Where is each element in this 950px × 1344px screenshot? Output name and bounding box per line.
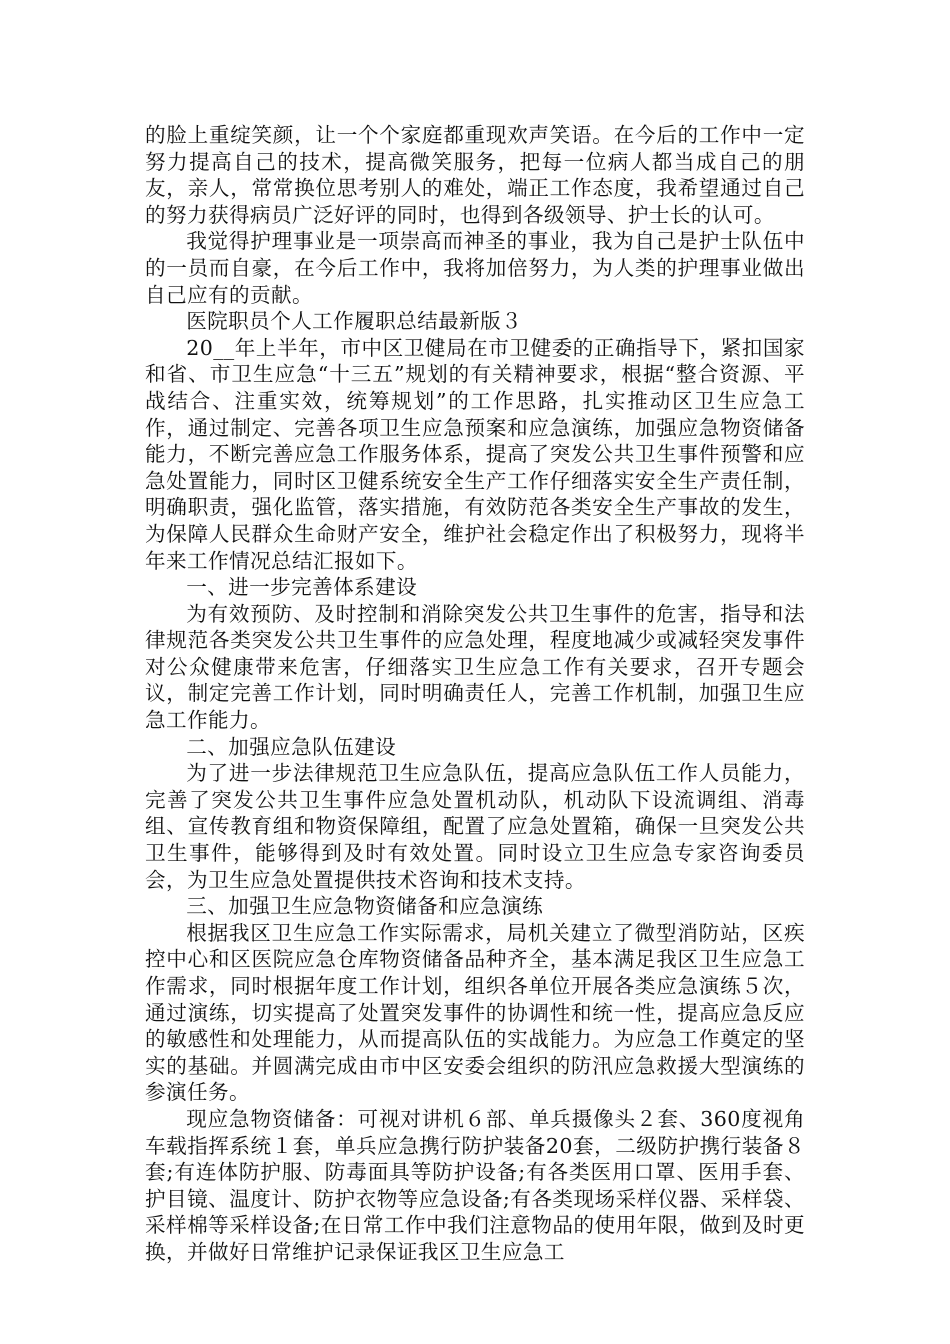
section-title-summary-3: 医院职员个人工作履职总结最新版３: [186, 309, 523, 334]
paragraph-closing-remarks: 的脸上重绽笑颜，让一个个家庭都重现欢声笑语。在今后的工作中一定努力提高自己的技术，提高微笑服务，把每一位病人都当成自己的朋友，亲人，常常换位思考别人的难处，端正工作态度，我希望通过自己的努力获得病员广泛好评的同时，也得到各级领导、护士长的认可。: [145, 123, 805, 227]
paragraph-team-building: 为了进一步法律规范卫生应急队伍，提高应急队伍工作人员能力，完善了突发公共卫生事件应急处置机动队，机动队下设流调组、消毒组、宣传教育组和物资保障组，配置了应急处置箱，确保一旦突发公共卫生事件，能够得到及时有效处置。同时设立卫生应急专家咨询委员会，为卫生应急处置提供技术咨询和技术支持。: [145, 761, 805, 892]
paragraph-system-building: 为有效预防、及时控制和消除突发公共卫生事件的危害，指导和法律规范各类突发公共卫生事件的应急处理，程度地减少或减轻突发事件对公众健康带来危害，仔细落实卫生应急工作有关要求，召开专题会议，制定完善工作计划，同时明确责任人，完善工作机制，加强卫生应急工作能力。: [145, 601, 805, 733]
paragraph-half-year-overview: 20__年上半年，市中区卫健局在市卫健委的正确指导下，紧扣国家和省、市卫生应急“十三五”规划的有关精神要求，根据“整合资源、平战结合、注重实效，统筹规划”的工作思路，扎实推动区卫生应急工作，通过制定、完善各项卫生应急预案和应急演练，加强应急物资储备能力，不断完善应急工作服务体系，提高了突发公共卫生事件预警和应急处置能力，同时区卫健系统安全生产工作仔细落实安全生产责任制，明确职责，强化监管，落实措施，有效防范各类安全生产事故的发生，为保障人民群众生命财产安全，维护社会稳定作出了积极努力，现将半年来工作情况总结汇报如下。: [145, 335, 805, 573]
heading-system-building: 一、进一步完善体系建设: [186, 575, 418, 600]
heading-team-building: 二、加强应急队伍建设: [186, 734, 397, 759]
paragraph-nursing-career: 我觉得护理事业是一项崇高而神圣的事业，我为自己是护士队伍中的一员而自豪，在今后工作中，我将加倍努力，为人类的护理事业做出自己应有的贡献。: [145, 229, 805, 307]
document-page: [145, 122, 805, 1266]
paragraph-current-supplies: 现应急物资储备：可视对讲机６部、单兵摄像头２套、360度视角车载指挥系统１套，单兵应急携行防护装备20套，二级防护携行装备８套;有连体防护服、防毒面具等防护设备;有各类医用口罩、医用手套、护目镜、温度计、防护衣物等应急设备;有各类现场采样仪器、采样袋、采样棉等采样设备;在日常工作中我们注意物品的使用年限，做到及时更换，并做好日常维护记录保证我区卫生应急工: [145, 1106, 805, 1264]
heading-supplies-drills: 三、加强卫生应急物资储备和应急演练: [186, 894, 544, 919]
paragraph-supplies-drills: 根据我区卫生应急工作实际需求，局机关建立了微型消防站，区疾控中心和区医院应急仓库物资储备品种齐全，基本满足我区卫生应急工作需求，同时根据年度工作计划，组织各单位开展各类应急演练５次，通过演练，切实提高了处置突发事件的协调性和统一性，提高应急反应的敏感性和处理能力，从而提高队伍的实战能力。为应急工作奠定的坚实的基础。并圆满完成由市中区安委会组织的防汛应急救援大型演练的参演任务。: [145, 920, 805, 1105]
